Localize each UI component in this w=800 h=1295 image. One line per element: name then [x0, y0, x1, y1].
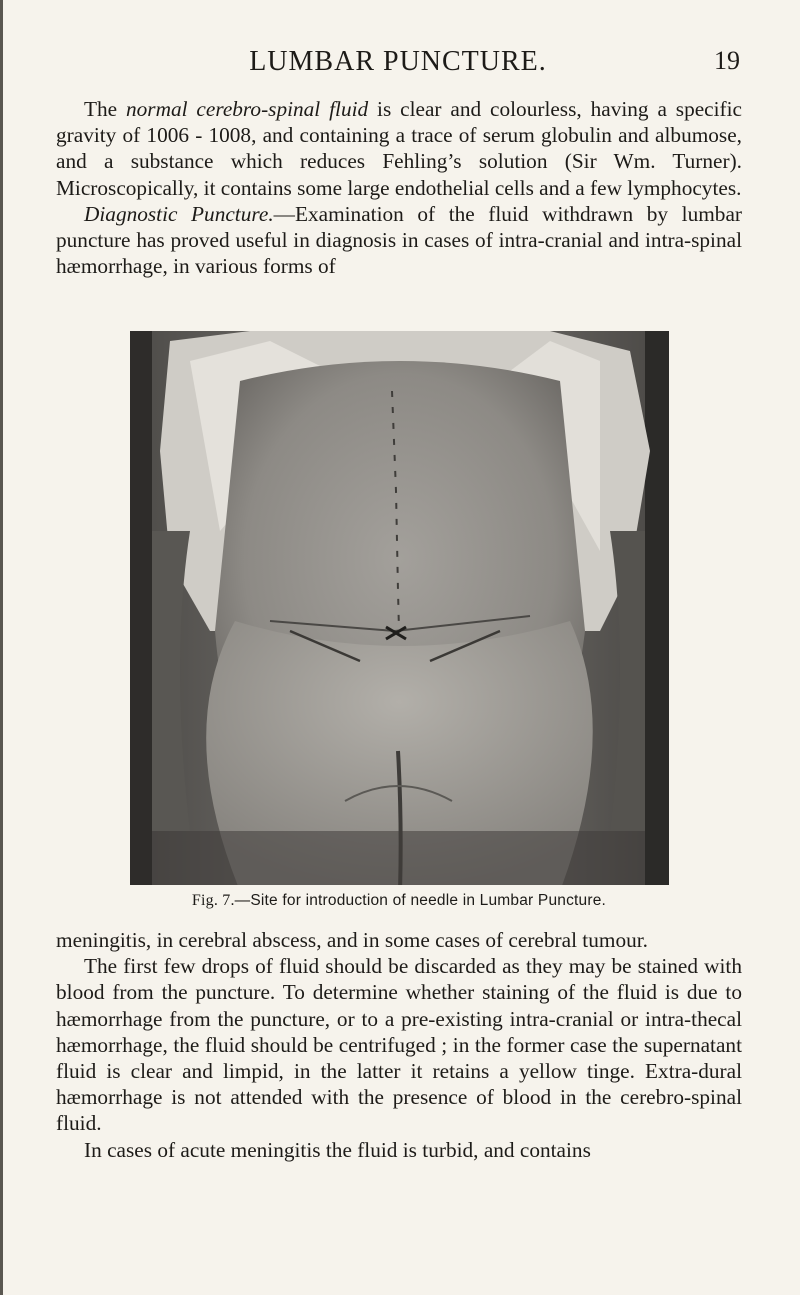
paragraph-continued: meningitis, in cerebral abscess, and in some cases of cerebral tumour.	[56, 928, 648, 952]
caption-text: —Site for introduction of needle in Lumbar Puncture.	[234, 892, 607, 909]
paragraph-acute-meningitis: In cases of acute meningitis the fluid is turbid, and contains	[84, 1137, 591, 1162]
figure-caption	[56, 892, 742, 910]
body-text-top	[56, 96, 742, 279]
figure-photograph	[130, 331, 669, 885]
running-head	[56, 46, 740, 80]
body-text-bottom	[56, 927, 742, 1163]
paragraph-diagnostic-puncture: Diagnostic Puncture.—Examination of the fluid withdrawn by lumbar puncture has proved useful in diagnosis in cases of intra-cranial and intra-spinal hæmorrhage, in various forms of	[56, 201, 742, 279]
page-edge-shadow	[0, 0, 3, 1295]
figure-label: Fig. 7.	[191, 892, 235, 909]
paragraph-first-drops: The first few drops of fluid should be discarded as they may be stained with blood from the puncture. To determine whether staining of the fluid is due to hæmorrhage from the puncture, or to a pre-existing intra-cranial or intra-thecal hæmorrhage, the fluid should be centrifuged ; in the former case the supernatant fluid is clear and limpid, in the latter it retains a yellow tinge. Extra-dural hæmorrhage is not attended with the presence of blood in the cerebro-spinal fluid.	[56, 954, 742, 1136]
page-number: 19	[714, 46, 740, 75]
italic-term: normal cerebro-spinal fluid	[126, 97, 369, 121]
back-photograph-illustration	[130, 331, 669, 885]
running-title: LUMBAR PUNCTURE.	[249, 46, 547, 77]
paragraph-normal-fluid: The normal cerebro-spinal fluid is clear and colourless, having a specific gravity of 1006 - 1008, and containing a trace of serum globulin and albumose, and a substance which reduces Fehling’s solution (Sir Wm. Turner). Microscopically, it contains some large endothelial cells and a few lymphocytes.	[56, 97, 743, 200]
section-run-in-heading: Diagnostic Puncture.	[84, 201, 274, 226]
